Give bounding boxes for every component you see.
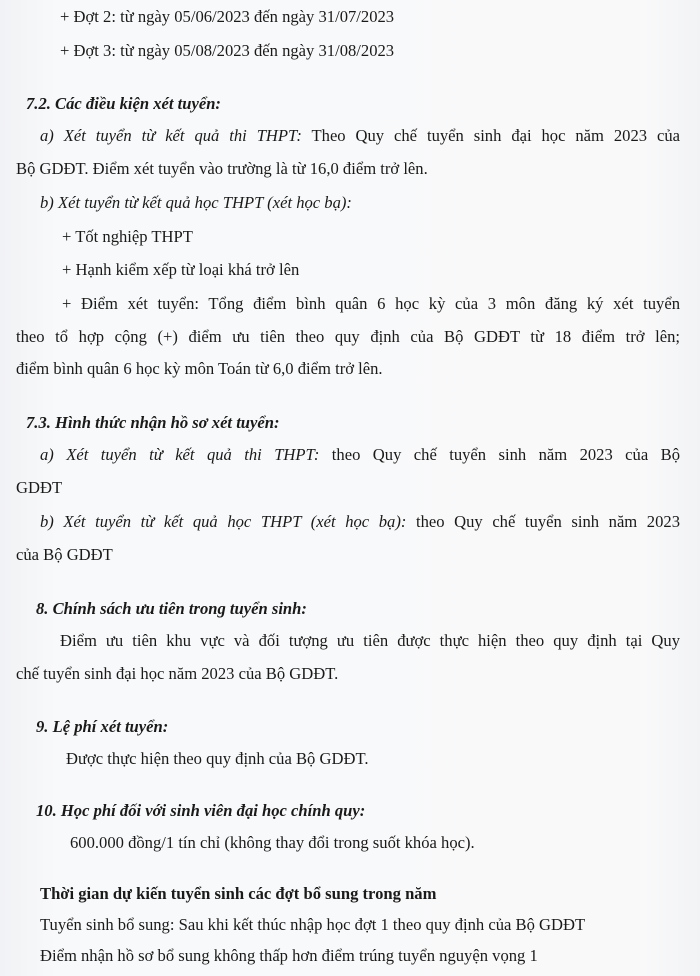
- heading-supplementary: Thời gian dự kiến tuyển sinh các đợt bổ sung trong năm: [40, 884, 437, 903]
- list-item-graduation: + Tốt nghiệp THPT: [62, 227, 193, 246]
- heading-7-2: 7.2. Các điều kiện xét tuyển:: [26, 94, 221, 113]
- heading-7-3: 7.3. Hình thức nhận hồ sơ xét tuyển:: [26, 413, 280, 432]
- para-8-line-1: Điểm ưu tiên khu vực và đối tượng ưu tiên được thực hiện theo quy định tại Quy: [60, 631, 680, 650]
- schedule-round-3: + Đợt 3: từ ngày 05/08/2023 đến ngày 31/08/2023: [60, 41, 395, 60]
- list-item-score-cont-1: theo tổ hợp cộng (+) điểm ưu tiên theo quy định của Bộ GDĐT từ 18 điểm trở lên;: [16, 327, 680, 346]
- para-7-3-a-lead: a) Xét tuyển từ kết quả thi THPT:: [40, 445, 320, 464]
- para-7-2-a-cont: Bộ GDĐT. Điểm xét tuyển vào trường là từ 16,0 điểm trở lên.: [16, 159, 428, 178]
- para-supplementary-1: Tuyển sinh bổ sung: Sau khi kết thúc nhập học đợt 1 theo quy định của Bộ GDĐT: [40, 915, 586, 934]
- heading-8: 8. Chính sách ưu tiên trong tuyển sinh:: [36, 599, 307, 618]
- list-item-score: + Điểm xét tuyển: Tổng điểm bình quân 6 học kỳ của 3 môn đăng ký xét tuyển: [62, 294, 680, 313]
- para-8-line-2: chế tuyển sinh đại học năm 2023 của Bộ GDĐT.: [16, 664, 339, 683]
- list-item-conduct: + Hạnh kiểm xếp từ loại khá trở lên: [62, 260, 300, 279]
- heading-10: 10. Học phí đối với sinh viên đại học chính quy:: [36, 801, 366, 820]
- para-7-3-a: [40, 444, 680, 466]
- list-item-score-cont-2: điểm bình quân 6 học kỳ môn Toán từ 6,0 điểm trở lên.: [16, 359, 383, 378]
- para-7-3-b-cont: của Bộ GDĐT: [16, 545, 113, 564]
- para-supplementary-2: Điểm nhận hồ sơ bổ sung không thấp hơn điểm trúng tuyển nguyện vọng 1: [40, 946, 538, 965]
- para-7-2-a-lead: a) Xét tuyển từ kết quả thi THPT:: [40, 126, 302, 145]
- para-7-3-b-lead: b) Xét tuyển từ kết quả học THPT (xét học bạ):: [40, 512, 407, 531]
- para-7-3-b: [40, 511, 680, 533]
- para-7-2-a-text: Theo Quy chế tuyển sinh đại học năm 2023 của: [301, 126, 680, 145]
- para-7-3-b-text: theo Quy chế tuyển sinh năm 2023: [406, 512, 680, 531]
- para-7-3-a-cont: GDĐT: [16, 478, 63, 497]
- para-7-2-a: [40, 125, 680, 147]
- para-7-3-a-text: theo Quy chế tuyển sinh năm 2023 của Bộ: [319, 445, 680, 464]
- heading-9: 9. Lệ phí xét tuyển:: [36, 717, 169, 736]
- schedule-round-2: + Đợt 2: từ ngày 05/06/2023 đến ngày 31/07/2023: [60, 7, 395, 26]
- para-9: Được thực hiện theo quy định của Bộ GDĐT.: [66, 749, 369, 768]
- para-7-2-b-lead: b) Xét tuyển từ kết quả học THPT (xét học bạ):: [40, 193, 352, 212]
- para-10: 600.000 đồng/1 tín chỉ (không thay đổi trong suốt khóa học).: [70, 833, 475, 852]
